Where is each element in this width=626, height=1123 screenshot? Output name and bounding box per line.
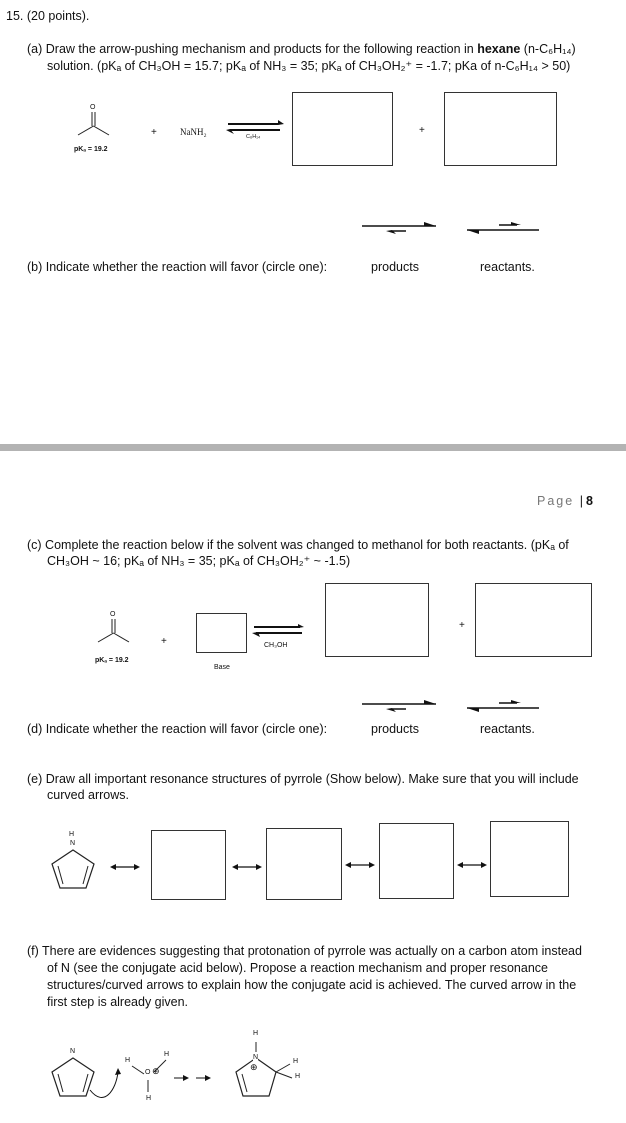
hydronium-h-right: H — [164, 1051, 170, 1058]
conjugate-acid-h-right2: H — [295, 1073, 301, 1080]
base-box[interactable] — [196, 613, 247, 653]
base-label: Base — [214, 664, 230, 671]
part-d-option-products[interactable]: products — [371, 722, 419, 736]
part-d-prompt: (d) Indicate whether the reaction will favor (circle one): — [27, 722, 328, 736]
part-f-prompt-line4: first step is already given. — [47, 995, 189, 1009]
hydronium-h-left: H — [125, 1057, 131, 1064]
ketone-oxygen-a: O — [90, 104, 96, 111]
product-box-c1[interactable] — [325, 583, 429, 657]
resonance-arrow-1 — [110, 862, 140, 872]
pyrrole-h-e: H — [69, 831, 75, 838]
arrow-solvent-a: C₆H₁₄ — [246, 134, 261, 140]
part-e-prompt-line1: (e) Draw all important resonance structures of pyrrole (Show below). Make sure that you will include — [27, 772, 579, 786]
plus-sign-c2: + — [459, 620, 465, 631]
resonance-box-2[interactable] — [266, 828, 342, 900]
resonance-box-1[interactable] — [151, 830, 226, 900]
part-a-solvent-bold: hexane — [477, 42, 521, 56]
part-e-prompt-line2: curved arrows. — [47, 788, 129, 802]
resonance-arrow-3 — [345, 860, 375, 870]
part-b-option-products[interactable]: products — [371, 260, 419, 274]
favor-products-arrow-d — [362, 700, 438, 714]
part-f-prompt-line2: of N (see the conjugate acid below). Propose a reaction mechanism and proper resonance — [47, 961, 548, 975]
conjugate-acid-h-right1: H — [293, 1058, 299, 1065]
product-box-a2[interactable] — [444, 92, 557, 166]
conjugate-acid-structure — [226, 1036, 306, 1106]
part-f-prompt-line1: (f) There are evidences suggesting that protonation of pyrrole was actually on a carbon atom instead — [27, 944, 582, 958]
ketone-oxygen-c: O — [110, 611, 116, 618]
product-box-a1[interactable] — [292, 92, 393, 166]
plus-sign-c1: + — [161, 636, 167, 647]
part-a-line1-post: (n-C₆H₁₄) — [520, 42, 576, 56]
resonance-box-3[interactable] — [379, 823, 454, 899]
part-b-prompt: (b) Indicate whether the reaction will favor (circle one): — [27, 260, 328, 274]
part-c-prompt-line2: CH₃OH ~ 16; pKₐ of NH₃ = 35; pKₐ of CH₃OH₂⁺ ~ -1.5) — [47, 554, 351, 568]
question-title: 15. (20 points). — [6, 9, 90, 23]
page-break-divider — [0, 444, 626, 451]
pka-label-a: pKₐ = 19.2 — [74, 146, 108, 153]
page-separator: | — [579, 494, 583, 508]
conjugate-acid-charge: ⊕ — [250, 1062, 258, 1072]
page-number: 8 — [585, 494, 593, 508]
part-a-prompt-line1 — [27, 41, 576, 57]
reagent-label: NaNH₂ — [180, 127, 207, 137]
pka-label-c: pKₐ = 19.2 — [95, 657, 129, 664]
arrow-solvent-c: CH₃OH — [264, 642, 288, 649]
resonance-arrow-4 — [457, 860, 487, 870]
part-d-option-reactants[interactable]: reactants. — [480, 722, 535, 736]
resonance-arrow-2 — [232, 862, 262, 872]
plus-sign-a2: + — [419, 125, 425, 136]
favor-reactants-arrow-a — [465, 222, 541, 236]
part-b-option-reactants[interactable]: reactants. — [480, 260, 535, 274]
hydronium-h-bottom: H — [146, 1095, 152, 1102]
favor-products-arrow-a — [362, 222, 438, 236]
part-a-prompt-line2: solution. (pKₐ of CH₃OH = 15.7; pKₐ of NH₃ = 35; pKₐ of CH₃OH₂⁺ = -1.7; pKa of n-C₆H₁₄ > 50) — [47, 59, 571, 73]
equilibrium-arrow-c — [252, 624, 306, 638]
pyrrole-n-e: N — [70, 840, 76, 847]
resonance-box-4[interactable] — [490, 821, 569, 897]
hydronium-o: O — [145, 1069, 151, 1076]
plus-sign-a1: + — [151, 127, 157, 138]
part-a-line1-pre: (a) Draw the arrow-pushing mechanism and products for the following reaction in — [27, 42, 478, 56]
acetone-structure-c — [94, 607, 144, 647]
page-number-footer — [537, 494, 593, 508]
pyrrole-n-f: N — [70, 1048, 76, 1055]
page-label: Page — [537, 494, 575, 508]
favor-reactants-arrow-d — [465, 700, 541, 714]
pyrrole-structure-e — [46, 842, 106, 892]
conjugate-acid-h-top: H — [253, 1030, 259, 1037]
product-box-c2[interactable] — [475, 583, 592, 657]
part-c-prompt-line1: (c) Complete the reaction below if the solvent was changed to methanol for both reactants. (pKₐ of — [27, 538, 569, 552]
hydronium-charge: ⊕ — [152, 1066, 160, 1076]
part-f-prompt-line3: structures/curved arrows to explain how the conjugate acid is achieved. The curved arrow in the — [47, 978, 577, 992]
conjugate-acid-n: N — [253, 1054, 259, 1061]
